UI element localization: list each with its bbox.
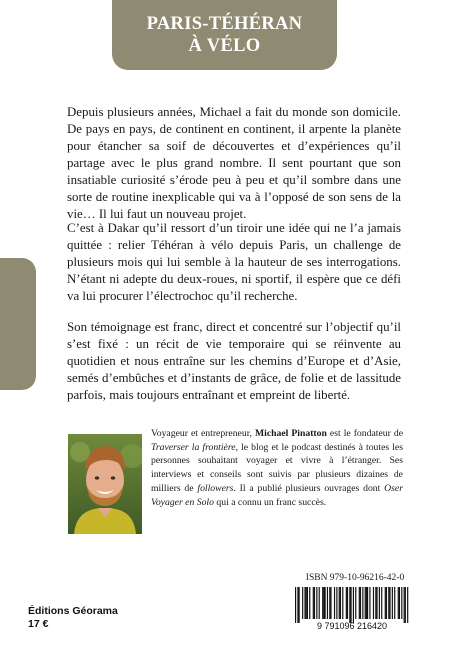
bio-text-3: . Il a publié plusieurs ouvrages dont: [233, 482, 385, 494]
blurb-paragraph-3: Son témoignage est franc, direct et concentré sur l’objectif qu’il s’est fixé : un récit de vie temporaire qui se réinvente au quotidien et nous entraîne sur les chemins d’Europe et d’Asie, semés d’embûches et d’instants de grâce, de folie et de lassitude parfois, mais toujours entraînant et empreint de liberté.: [67, 320, 401, 402]
bio-text-2: , le blog et le podcast destinés à toutes les personnes souhaitant voyager et vivre à l’étranger. Ses interviews et conseils sont suivis par plusieurs dizaines de milliers de: [151, 441, 403, 494]
barcode-digits: 9 791096 216420: [316, 621, 388, 631]
publisher-block: [28, 605, 118, 631]
book-price: 17 €: [28, 618, 49, 630]
barcode: [287, 587, 417, 631]
decorative-side-tab: [0, 258, 36, 390]
blurb-paragraph-2: C’est à Dakar qu’il ressort d’un tiroir une idée qui ne l’a jamais quittée : relier Téhéran à vélo depuis Paris, un challenge de plusieurs mois qui lui semble à la hauteur de ses interrogations. N’étant ni adepte du deux-roues, ni sportif, il espère que ce défi va lui procurer l’électrochoc qu’il recherche.: [67, 221, 401, 303]
bio-project-name: Traverser la frontière: [151, 441, 236, 453]
barcode-bars: [295, 587, 408, 623]
book-title-line2: À VÉLO: [188, 36, 261, 56]
author-bio: [151, 427, 403, 509]
book-title-line1: PARIS-TÉHÉRAN: [146, 14, 303, 34]
isbn-label: ISBN 979-10-96216-42-0: [305, 573, 405, 583]
blurb-paragraph-1: Depuis plusieurs années, Michael a fait du monde son domicile. De pays en pays, de continent en continent, il arpente la planète pour étancher sa soif de découvertes et d’expériences qu’il partage avec le plus grand nombre. Il sent pourtant que son insatiable curiosité s’érode peu à peu et qu’il sombre dans une sorte de routine inexplicable qui va à l’opposé de son sens de la vie… Il lui faut un nouveau projet.: [67, 105, 401, 221]
book-title-tab: [112, 0, 337, 70]
bio-followers: followers: [197, 482, 234, 494]
bio-text-4: qui a connu un franc succès.: [213, 496, 327, 508]
bio-intro: Voyageur et entrepreneur,: [151, 428, 255, 439]
publisher-name: Éditions Géorama: [28, 605, 118, 617]
bio-author-name: Michael Pinatton: [254, 428, 327, 439]
bio-text-1: est le fondateur de: [326, 428, 403, 439]
author-photo: [68, 434, 142, 534]
bio-book-title: Oser Voyager en Solo: [151, 482, 403, 508]
